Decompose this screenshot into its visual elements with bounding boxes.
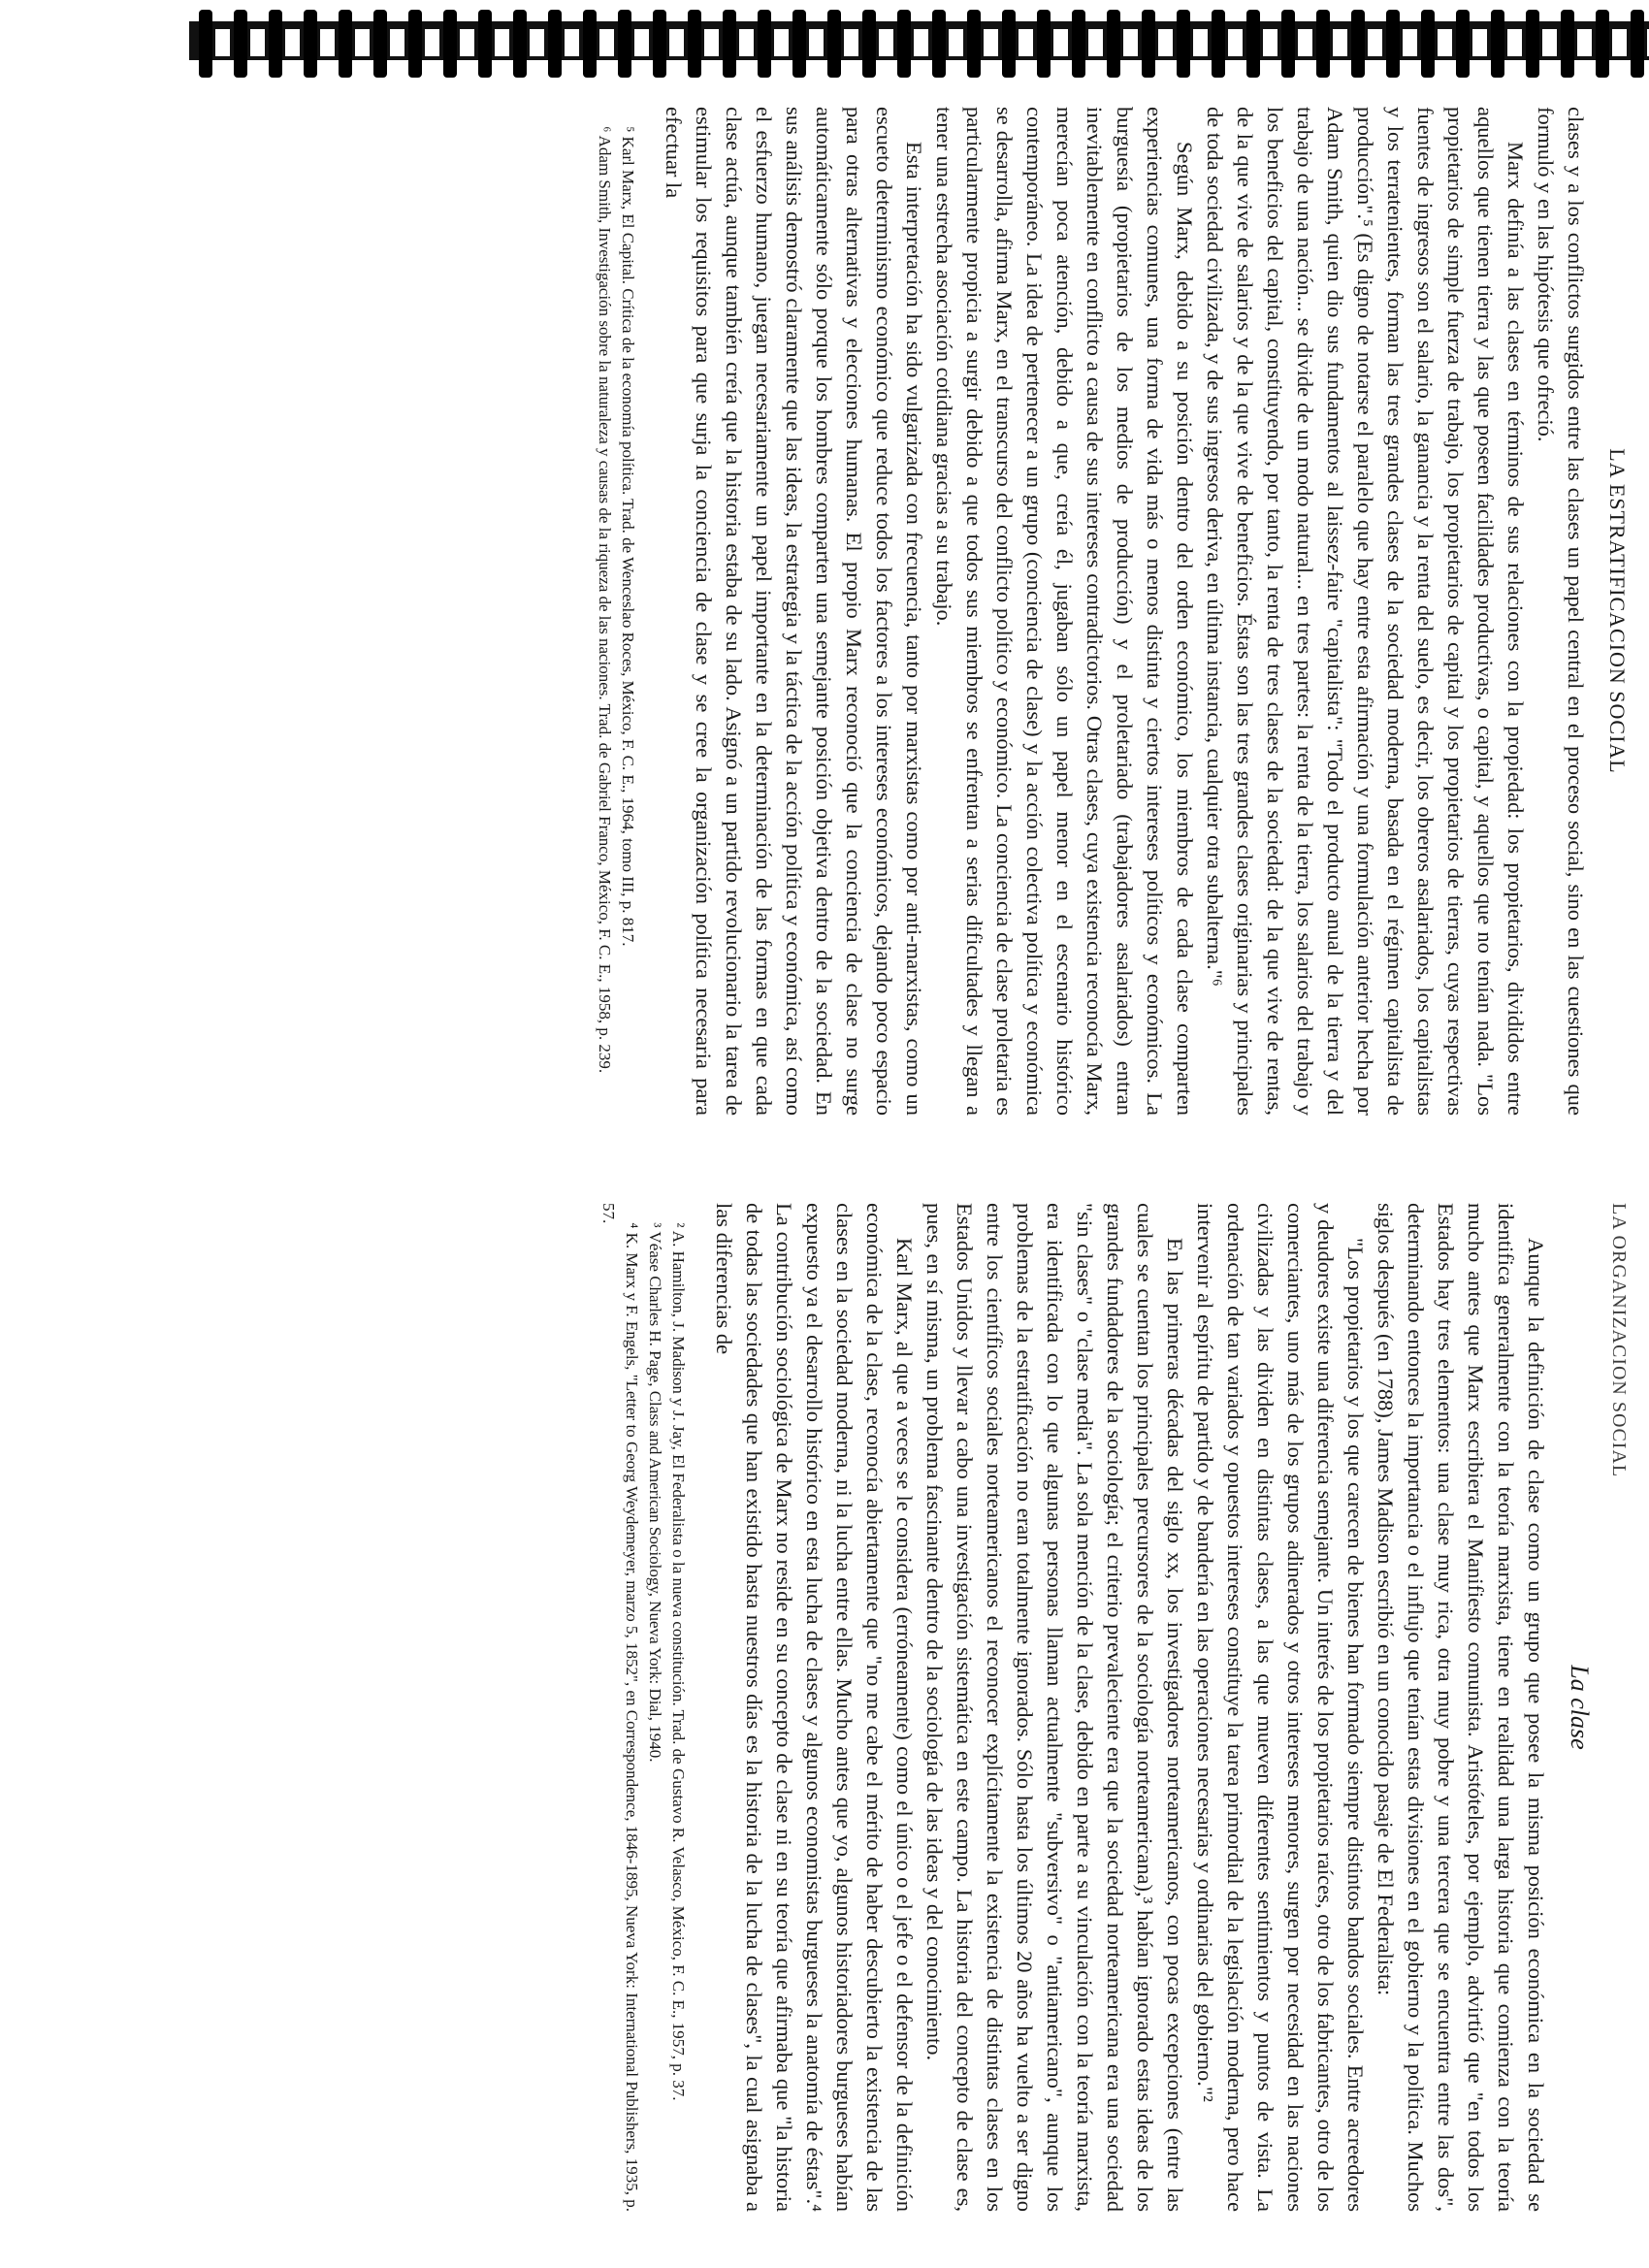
binding-coil	[1037, 10, 1051, 78]
binding-gap	[355, 29, 370, 56]
binding-coil	[199, 10, 212, 78]
right-page-body	[659, 107, 1591, 1116]
binding-gap	[914, 29, 928, 56]
binding-coil	[1421, 10, 1435, 78]
binding-coil	[1072, 10, 1085, 78]
binding-gap	[1472, 29, 1487, 56]
binding-coil	[1596, 10, 1609, 78]
binding-coil	[827, 10, 841, 78]
binding-gap	[1438, 29, 1452, 56]
binding-gap	[1368, 29, 1382, 56]
binding-coil	[792, 10, 806, 78]
binding-coil	[1246, 10, 1260, 78]
binding-coil	[1177, 10, 1190, 78]
binding-coil	[758, 10, 771, 78]
binding-coil	[513, 10, 527, 78]
footnote: ⁴ K. Marx y F. Engels, "Letter to Georg Weydemeyer, marzo 5, 1852", en Correspondence, 1846-1895, Nueva York: International Publishers, 1935, p. 57.	[599, 1203, 641, 2212]
binding-gap	[809, 29, 824, 56]
binding-gap	[425, 29, 439, 56]
running-head-left: LA ORGANIZACION SOCIAL	[1608, 1203, 1630, 1478]
paragraph: clases y a los conflictos surgidos entre las clases un papel central en el proceso social, sino en las cuestiones que formuló y en las hipótesis que ofreció.	[1534, 107, 1588, 1116]
binding-coil	[1631, 10, 1644, 78]
binding-coil	[862, 10, 876, 78]
binding-coil	[1456, 10, 1470, 78]
binding-coil	[548, 10, 562, 78]
binding-gap	[1088, 29, 1103, 56]
binding-gap	[565, 29, 579, 56]
paragraph: Según Marx, debido a su posición dentro del orden económico, los miembros de cada clase comparten experiencias comunes, una forma de vida más o menos distinta y ciertos intereses políticos y económicos. La burguesía (propietarios de los medios de producción) y el proletariado (trabajadores asalariados) entran inevitablemente en conflicto a causa de sus intereses contradictorios. Otras clases, cuya existencia reconocía Marx, merecían poca atención, debido a que, creía él, jugaban sólo un papel menor en el escenario histórico contemporáneo. La idea de pertenecer a un grupo (conciencia de clase) y la acción colectiva política y económica se desarrolla, afirma Marx, en el transcurso del conflicto político y económico. La conciencia de clase proletaria es particularmente propicia a surgir debido a que todos sus miembros se enfrentan a serias dificultades y llegan a tener una estrecha asociación cotidiana gracias a su trabajo.	[932, 107, 1197, 1116]
binding-gap	[949, 29, 963, 56]
binding-coil	[373, 10, 387, 78]
binding-coil	[304, 10, 317, 78]
binding-gap	[599, 29, 614, 56]
binding-gap	[844, 29, 858, 56]
paragraph: Marx definía a las clases en términos de sus relaciones con la propiedad: los propietarios, divididos entre aquellos que tienen tierra y las que poseen facilidades productivas, o capital, y aquellos que no tenían nada. "Los propietarios de simple fuerza de trabajo, los propietarios de capital y los propietarios de tierras, cuyas respectivas fuentes de ingresos son el salario, la ganancia y la renta del suelo, es decir, los obreros asalariados, los capitalistas y los terratenientes, forman las tres grandes clases de la sociedad moderna, basada en el régimen capitalista de producción".⁵ (Es digno de notarse el paralelo que hay entre esta afirmación y una formulación anterior hecha por Adam Smith, quien dio sus fundamentos al laissez-faire "capitalista": "Todo el producto anual de la tierra y del trabajo de una nación... se divide de un modo natural... en tres partes: la renta de la tierra, los salarios del trabajo y los beneficios del capital, constituyendo, por tanto, la renta de tres clases de la sociedad: de la que vive de rentas, de la que vive de salarios y de la que vive de beneficios. Éstas son las tres grandes clases originarias y principales de toda sociedad civilizada, y de sus ingresos deriva, en última instancia, cualquier otra subalterna."⁶	[1203, 107, 1528, 1116]
left-page	[97, 1203, 1630, 2212]
binding-coil	[1281, 10, 1295, 78]
binding-gap	[1542, 29, 1557, 56]
left-page-footnotes	[597, 1203, 690, 2212]
binding-gap	[1333, 29, 1347, 56]
right-page	[97, 107, 1630, 1116]
binding-coil	[653, 10, 666, 78]
paragraph: En las primeras décadas del siglo xx, los investigadores norteamericanos, con pocas excepciones (entre las cuales se cuentan los principales precursores de la sociología norteamericana),³ habían ignorado estas ideas de los grandes fundadores de la sociología; el criterio prevaleciente era que la sociedad norteamericana era una sociedad "sin clases" o "clase media". La sola mención de la clase, debido en parte a su vinculación con la teoría marxista, era identificada con lo que algunas personas llaman actualmente "subversivo" o "antiamericano", aunque los problemas de la estratificación no eran totalmente ignorados. Sólo hasta los últimos 20 años ha vuelto a ser digno entre los científicos sociales norteamericanos el reconocer explícitamente la existencia de distintas clases en los Estados Unidos y llevar a cabo una investigación sistemática en este campo. La historia del concepto de clase es, pues, en sí misma, un problema fascinante dentro de la sociología de las ideas y del conocimiento.	[922, 1203, 1187, 2212]
binding-gap	[460, 29, 474, 56]
binding-gap	[285, 29, 300, 56]
binding-coil	[443, 10, 457, 78]
binding-coil	[583, 10, 597, 78]
binding-gap	[1263, 29, 1277, 56]
paragraph: "Los propietarios y los que carecen de bienes han formado siempre distintos bandos sociales. Entre acreedores y deudores existe una diferencia semejante. Un interés de los propietarios raíces, otro de los fabricantes, otro de los comerciantes, uno más de los grupos adinerados y otros intereses menores, surgen por necesidad en las naciones civilizadas y las dividen en distintas clases, a las que mueven diferentes sentimientos y puntos de vista. La ordenación de tan variados y opuestos intereses constituye la tarea primordial de la legislación moderna, pero hace intervenir al espíritu de partido y de bandería en las operaciones necesarias y ordinarias del gobierno."²	[1193, 1203, 1368, 2212]
binding-gap	[984, 29, 998, 56]
running-head-right: LA ESTRATIFICACION SOCIAL	[1605, 448, 1630, 774]
rotated-spread	[97, 107, 1630, 2212]
binding-gap	[1403, 29, 1417, 56]
binding-coil	[618, 10, 631, 78]
binding-coil	[1386, 10, 1400, 78]
binding-gap	[495, 29, 509, 56]
paragraph: Aunque la definición de clase como un grupo que posee la misma posición económica en la sociedad se identifica generalmente con la teoría marxista, tiene en realidad una larga historia que comienza con la teoría mucho antes que Marx escribiera el Manifiesto comunista. Aristóteles, por ejemplo, advirtió que "en todos los Estados hay tres elementos: una clase muy rica, otra muy pobre y una tercera que se encuentra entre las dos", determinando entonces la importancia o el influjo que tenían estas divisiones en el gobierno y la política. Muchos siglos después (en 1788), James Madison escribió en un conocido pasaje de El Federalista:	[1374, 1203, 1548, 2212]
paragraph: Esta interpretación ha sido vulgarizada con frecuencia, tanto por marxistas como por anti-marxistas, como un escueto determinismo económico que reduce todos los factores a los intereses económicos, dejando poco espacio para otras alternativas y elecciones humanas. El propio Marx reconoció que la conciencia de clase no surge automáticamente sólo porque los hombres comparten una semejante posición objetiva dentro de la sociedad. En sus análisis demostró claramente que las ideas, la estrategia y la táctica de la acción política y económica, así como el esfuerzo humano, juegan necesariamente un papel importante en la determinación de las formas en que cada clase actúa, aunque también creía que la historia estaba de su lado. Asignó a un partido revolucionario la tarea de estimular los requisitos para que surja la conciencia de clase y se cree la organización política necesaria para efectuar la	[662, 107, 926, 1116]
binding-coil	[234, 10, 247, 78]
binding-gap	[1018, 29, 1033, 56]
binding-gap	[1228, 29, 1243, 56]
binding-coil	[339, 10, 352, 78]
binding-coil	[1316, 10, 1330, 78]
binding-gap	[530, 29, 544, 56]
left-page-body	[709, 1203, 1551, 2212]
binding-gap	[634, 29, 649, 56]
binding-coil	[1212, 10, 1225, 78]
paragraph: Karl Marx, al que a veces se le considera (erróneamente) como el único o el jefe o el defensor de la definición económica de la clase, reconocía abiertamente que "no me cabe el mérito de haber descubierto la existencia de las clases en la sociedad moderna, ni la lucha entre ellas. Mucho antes que yo, algunos historiadores burgueses habían expuesto ya el desarrollo histórico en esta lucha de clases y algunos economistas burgueses la anatomía de éstas".⁴ La contribución sociológica de Marx no reside en su concepto de clase ni en su teoría que afirmaba que "la historia de todas las sociedades que han existido hasta nuestros días es la historia de la lucha de clases", la cual asignaba a las diferencias de	[712, 1203, 917, 2212]
binding-coil	[1491, 10, 1504, 78]
binding-gap	[879, 29, 893, 56]
binding-gap	[1507, 29, 1522, 56]
binding-coil	[688, 10, 701, 78]
binding-coil	[408, 10, 422, 78]
binding-gap	[1577, 29, 1592, 56]
binding-coil	[723, 10, 736, 78]
binding-gap	[1298, 29, 1312, 56]
binding-gap	[320, 29, 335, 56]
binding-coil	[932, 10, 946, 78]
binding-gap	[669, 29, 684, 56]
binding-gap	[390, 29, 404, 56]
section-title: La clase	[1566, 1665, 1594, 1750]
right-page-footnotes	[593, 107, 639, 1116]
binding-coil	[1142, 10, 1155, 78]
binding-gap	[1193, 29, 1208, 56]
binding-gap	[1123, 29, 1138, 56]
footnote: ⁶ Adam Smith, Investigación sobre la naturaleza y causas de la riqueza de las naciones. Trad. de Gabriel Franco, México, F. C. E., 1958, p. 239.	[596, 126, 614, 1074]
binding-coil	[1107, 10, 1120, 78]
binding-coil	[1351, 10, 1365, 78]
footnote: ⁵ Karl Marx, El Capital. Crítica de la economía política. Trad. de Wenceslao Roces, México, F. C. E., 1964, tomo III, p. 817.	[619, 126, 637, 947]
binding-gap	[739, 29, 754, 56]
binding-coil	[269, 10, 282, 78]
binding-coil	[1002, 10, 1016, 78]
footnote: ² A. Hamilton, J. Madison y J. Jay, El Federalista o la nueva constitución. Trad. de Gustavo R. Velasco, México, F. C. E., 1957, p. 37.	[669, 1222, 688, 2101]
binding-gap	[774, 29, 789, 56]
binding-coil	[1561, 10, 1574, 78]
binding-gap	[1158, 29, 1173, 56]
binding-coil	[967, 10, 981, 78]
binding-gap	[1053, 29, 1068, 56]
binding-gap	[215, 29, 230, 56]
binding-coil	[478, 10, 492, 78]
binding-gap	[704, 29, 719, 56]
binding-gap	[1612, 29, 1627, 56]
binding-coil	[1526, 10, 1539, 78]
footnote: ³ Véase Charles H. Page, Class and American Sociology, Nueva York: Dial, 1940.	[646, 1222, 664, 1763]
binding-coil	[897, 10, 911, 78]
binding-gap	[250, 29, 265, 56]
